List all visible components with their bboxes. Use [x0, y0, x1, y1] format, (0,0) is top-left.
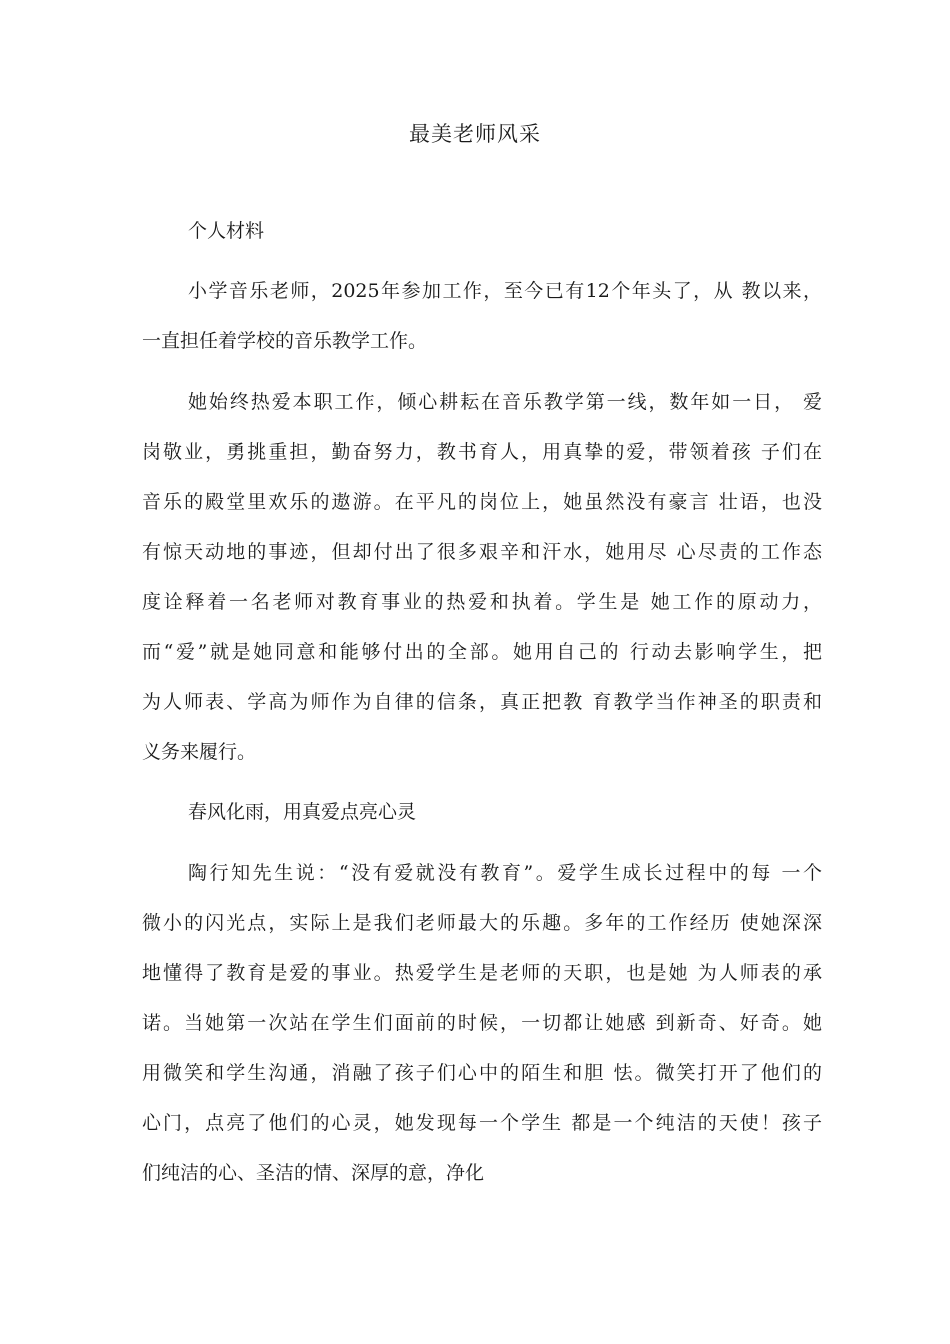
paragraph-line: 岗敬业，勇挑重担，勤奋努力，教书育人，用真挚的爱，带领着孩 子们在 — [142, 441, 822, 463]
paragraph-line: 义务来履行。 — [142, 741, 257, 763]
paragraph-line: 而“爱”就是她同意和能够付出的全部。她用自己的 行动去影响学生，把 — [142, 641, 822, 663]
paragraph-line: 音乐的殿堂里欢乐的遨游。在平凡的岗位上，她虽然没有豪言 壮语，也没 — [142, 491, 822, 513]
paragraph-line: 她始终热爱本职工作，倾心耕耘在音乐教学第一线，数年如一日， 爱 — [188, 391, 822, 413]
paragraph-line: 为人师表、学高为师作为自律的信条，真正把教 育教学当作神圣的职责和 — [142, 691, 822, 713]
paragraph-line: 陶行知先生说：“没有爱就没有教育”。爱学生成长过程中的每 一个 — [188, 862, 822, 884]
paragraph-line: 一直担任着学校的音乐教学工作。 — [142, 330, 428, 352]
paragraph-line: 地懂得了教育是爱的事业。热爱学生是老师的天职，也是她 为人师表的承 — [142, 962, 822, 984]
section-heading-spring: 春风化雨，用真爱点亮心灵 — [188, 801, 417, 823]
paragraph-line: 度诠释着一名老师对教育事业的热爱和执着。学生是 她工作的原动力， — [142, 591, 822, 613]
paragraph-line: 心门，点亮了他们的心灵，她发现每一个学生 都是一个纯洁的天使！孩子 — [142, 1112, 822, 1134]
paragraph-line: 有惊天动地的事迹，但却付出了很多艰辛和汗水，她用尽 心尽责的工作态 — [142, 541, 822, 563]
paragraph-line: 诺。当她第一次站在学生们面前的时候，一切都让她感 到新奇、好奇。她 — [142, 1012, 822, 1034]
paragraph-line: 微小的闪光点，实际上是我们老师最大的乐趣。多年的工作经历 使她深深 — [142, 912, 822, 934]
paragraph-line: 用微笑和学生沟通，消融了孩子们心中的陌生和胆 怯。微笑打开了他们的 — [142, 1062, 822, 1084]
paragraph-line: 小学音乐老师，2025年参加工作，至今已有12个年头了，从 教以来， — [188, 280, 822, 302]
document-title: 最美老师风采 — [409, 122, 541, 146]
section-heading-personal: 个人材料 — [188, 220, 265, 242]
paragraph-line: 们纯洁的心、圣洁的情、深厚的意，净化 — [142, 1162, 485, 1184]
